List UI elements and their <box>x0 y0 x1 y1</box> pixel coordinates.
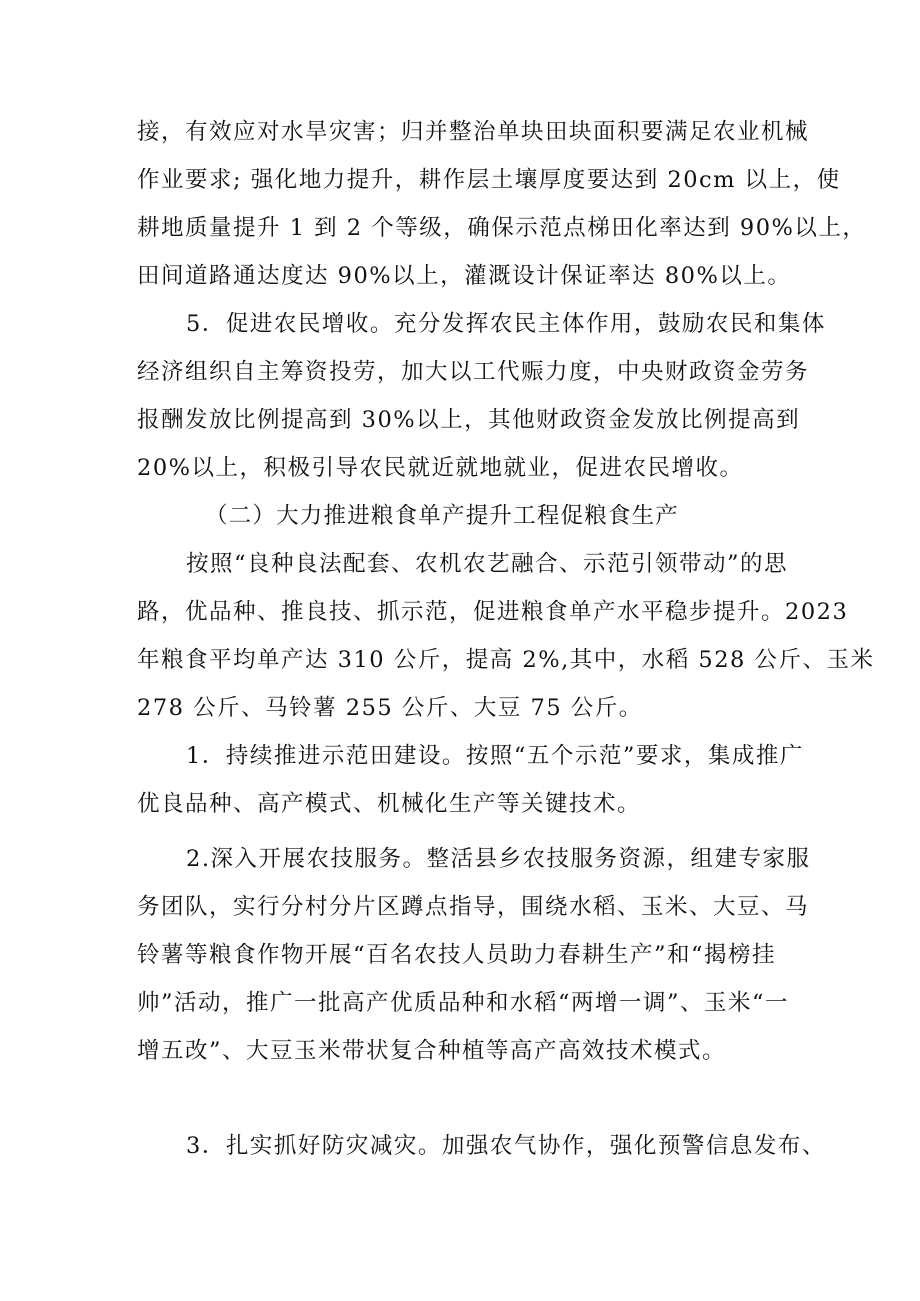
paragraph-line: 增五改”、大豆玉米带状复合种植等高产高效技术模式。 <box>137 1038 727 1064</box>
paragraph-line: 278 公斤、马铃薯 255 公斤、大豆 75 公斤。 <box>137 695 643 721</box>
paragraph-line: 报酬发放比例提高到 30%以上，其他财政资金发放比例提高到 <box>137 407 801 433</box>
paragraph-line: 务团队，实行分村分片区蹲点指导，围绕水稻、玉米、大豆、马 <box>137 894 810 920</box>
paragraph-line: 经济组织自主筹资投劳，加大以工代赈力度，中央财政资金劳务 <box>137 359 810 385</box>
paragraph-line: 5．促进农民增收。充分发挥农民主体作用，鼓励农民和集体 <box>186 311 826 337</box>
paragraph-line: 2.深入开展农技服务。整活县乡农技服务资源，组建专家服 <box>186 846 811 872</box>
paragraph-line: 按照“良种良法配套、农机农艺融合、示范引领带动”的思 <box>186 551 789 577</box>
paragraph-line: 田间道路通达度达 90%以上，灌溉设计保证率达 80%以上。 <box>137 263 792 289</box>
paragraph-line: 接，有效应对水旱灾害；归并整治单块田块面积要满足农业机械 <box>137 119 810 145</box>
paragraph-line: 铃薯等粮食作物开展“百名农技人员助力春耕生产”和“揭榜挂 <box>137 942 777 968</box>
paragraph-line: 耕地质量提升 1 到 2 个等级，确保示范点梯田化率达到 90%以上， <box>137 215 867 241</box>
paragraph-line: 20%以上，积极引导农民就近就地就业，促进农民增收。 <box>137 455 744 481</box>
paragraph-line: 3．扎实抓好防灾减灾。加强农气协作，强化预警信息发布、 <box>186 1133 826 1159</box>
paragraph-line: 路，优品种、推良技、抓示范，促进粮食单产水平稳步提升。2023 <box>137 599 849 625</box>
section-heading: （二）大力推进粮食单产提升工程促粮食生产 <box>205 503 680 529</box>
paragraph-line: 年粮食平均单产达 310 公斤，提高 2%,其中，水稻 528 公斤、玉米 <box>137 647 875 673</box>
paragraph-line: 作业要求; 强化地力提升，耕作层土壤厚度要达到 20cm 以上，使 <box>137 167 841 193</box>
paragraph-line: 1．持续推进示范田建设。按照“五个示范”要求，集成推广 <box>186 743 804 769</box>
paragraph-line: 帅”活动，推广一批高产优质品种和水稻“两增一调”、玉米“一 <box>137 990 790 1016</box>
paragraph-line: 优良品种、高产模式、机械化生产等关键技术。 <box>137 791 642 817</box>
